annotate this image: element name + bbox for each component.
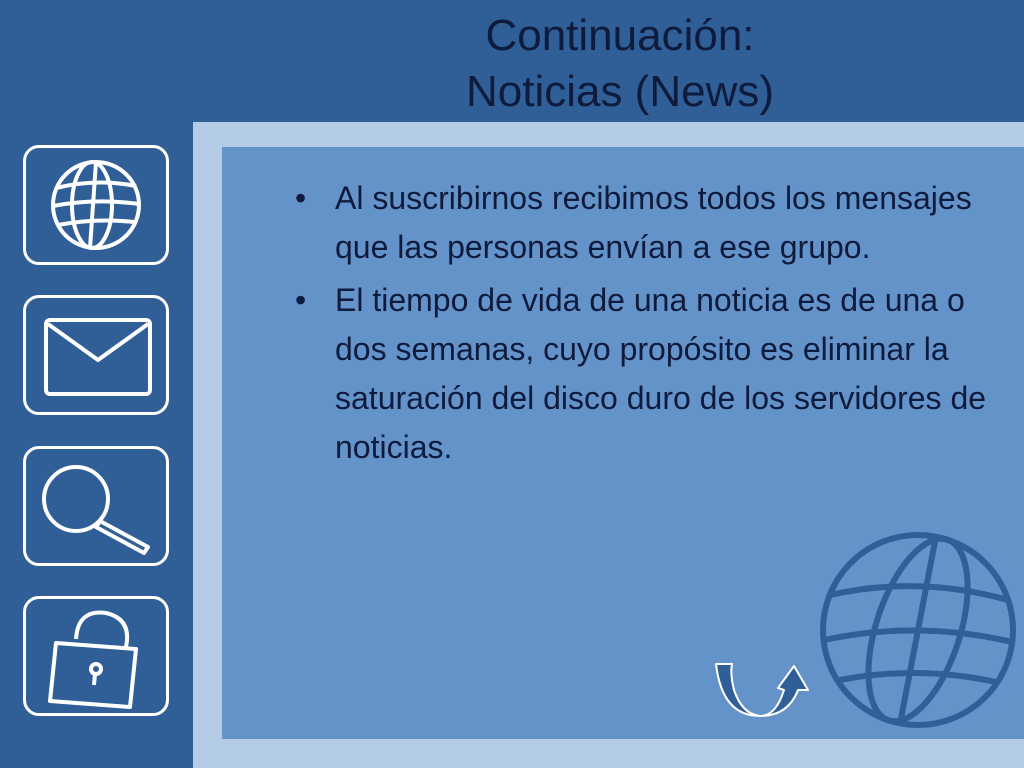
bullet-item: • Al suscribirnos recibimos todos los mensajes que las personas envían a ese grupo. xyxy=(295,174,1015,272)
magnifier-icon xyxy=(26,449,166,563)
sidebar-search-button[interactable] xyxy=(23,446,169,566)
sidebar-lock-button[interactable] xyxy=(23,596,169,716)
bullet-item: • El tiempo de vida de una noticia es de una o dos semanas, cuyo propósito es eliminar la saturación del disco duro de los servidores de noticias. xyxy=(295,276,1015,472)
curved-arrow-icon xyxy=(712,660,812,720)
sidebar-globe-button[interactable] xyxy=(23,145,169,265)
title-line-2: Noticias (News) xyxy=(465,67,775,116)
title-line-1: Continuación: xyxy=(485,11,755,60)
globe-icon xyxy=(26,148,166,262)
globe-icon xyxy=(818,530,1018,730)
envelope-icon xyxy=(26,298,166,412)
sidebar-mail-button[interactable] xyxy=(23,295,169,415)
padlock-icon xyxy=(26,599,166,713)
bullet-list xyxy=(295,174,1015,476)
slide-title xyxy=(300,8,940,120)
